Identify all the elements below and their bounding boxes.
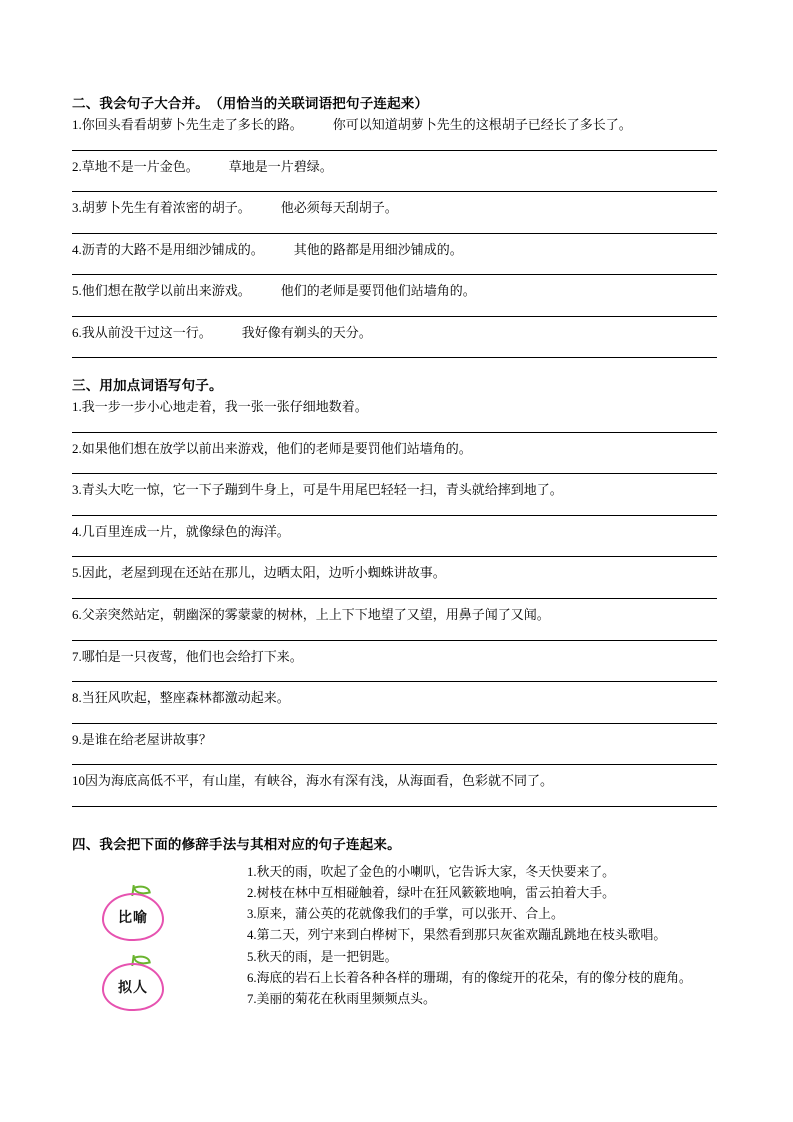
matching-sentence-list xyxy=(247,863,717,1011)
answer-line[interactable] xyxy=(72,556,717,557)
question-number: 7. xyxy=(72,648,82,664)
question-number: 1. xyxy=(72,117,82,132)
question-item xyxy=(72,731,717,751)
answer-line[interactable] xyxy=(72,191,717,192)
question-number: 6. xyxy=(72,324,82,340)
question-text: 我一步一步小心地走着，我一张一张仔细地数着。 xyxy=(81,399,368,415)
question-item xyxy=(72,282,717,302)
apple-metaphor[interactable] xyxy=(102,885,164,941)
answer-line[interactable] xyxy=(72,233,717,234)
answer-line[interactable] xyxy=(72,357,717,358)
item-number: 4. xyxy=(247,928,257,943)
question-item xyxy=(72,158,717,178)
question-number: 8. xyxy=(72,690,82,706)
question-text: 他们想在散学以前出来游戏。 xyxy=(81,283,251,299)
item-text: 原来，蒲公英的花就像我们的手掌，可以张开、合上。 xyxy=(256,907,564,922)
answer-line[interactable] xyxy=(72,806,717,807)
apple-personification[interactable] xyxy=(102,955,164,1011)
question-text-2: 其他的路都是用细沙铺成的。 xyxy=(293,241,463,257)
question-text: 几百里连成一片，就像绿色的海洋。 xyxy=(81,523,290,539)
answer-line[interactable] xyxy=(72,640,717,641)
question-number: 6. xyxy=(72,607,82,623)
question-text: 父亲突然站定，朝幽深的雾蒙蒙的树林，上上下下地望了又望，用鼻子闻了又闻。 xyxy=(81,607,550,623)
question-item xyxy=(72,564,717,584)
list-item[interactable] xyxy=(247,969,717,990)
section-four-title: 四、我会把下面的修辞手法与其相对应的句子连起来。 xyxy=(72,836,401,852)
question-item xyxy=(72,440,717,460)
answer-line[interactable] xyxy=(72,432,717,433)
list-item[interactable] xyxy=(247,948,717,969)
question-number: 10 xyxy=(72,773,85,789)
question-item xyxy=(72,772,717,792)
question-item xyxy=(72,481,717,501)
question-item xyxy=(72,689,717,709)
item-number: 1. xyxy=(247,864,257,879)
question-text: 我从前没干过这一行。 xyxy=(81,324,212,340)
answer-line[interactable] xyxy=(72,598,717,599)
item-number: 5. xyxy=(247,949,257,964)
item-number: 2. xyxy=(247,885,257,900)
question-item xyxy=(72,241,717,261)
section-two xyxy=(72,92,717,358)
item-text: 第二天，列宁来到白桦树下，果然看到那只灰雀欢蹦乱跳地在枝头歌唱。 xyxy=(256,928,667,943)
question-item xyxy=(72,523,717,543)
answer-line[interactable] xyxy=(72,316,717,317)
answer-line[interactable] xyxy=(72,274,717,275)
item-text: 美丽的菊花在秋雨里频频点头。 xyxy=(256,991,436,1006)
question-text: 草地不是一片金色。 xyxy=(81,158,199,174)
answer-line[interactable] xyxy=(72,723,717,724)
list-item[interactable] xyxy=(247,905,717,926)
question-item xyxy=(72,116,717,136)
question-text: 因为海底高低不平，有山崖，有峡谷，海水有深有浅，从海面看，色彩就不同了。 xyxy=(85,773,554,789)
item-text: 树枝在林中互相碰触着，绿叶在狂风簌簌地响，雷云拍着大手。 xyxy=(256,885,615,900)
answer-line[interactable] xyxy=(72,764,717,765)
question-number: 3. xyxy=(72,482,82,498)
question-number: 9. xyxy=(72,731,82,747)
question-number: 4. xyxy=(72,523,82,539)
question-text: 青头大吃一惊，它一下子蹦到牛身上，可是牛用尾巴轻轻一扫，青头就给摔到地了。 xyxy=(81,482,563,498)
question-number: 1. xyxy=(72,399,82,415)
question-text-2: 我好像有剃头的天分。 xyxy=(241,324,372,340)
section-three-title: 三、用加点词语写句子。 xyxy=(72,378,223,394)
apple-label: 拟人 xyxy=(118,980,148,996)
list-item[interactable] xyxy=(247,884,717,905)
answer-line[interactable] xyxy=(72,473,717,474)
question-number: 2. xyxy=(72,158,82,174)
question-text-2: 他们的老师是要罚他们站墙角的。 xyxy=(280,283,476,299)
list-item[interactable] xyxy=(247,863,717,884)
question-text: 如果他们想在放学以前出来游戏，他们的老师是要罚他们站墙角的。 xyxy=(81,440,472,456)
question-item xyxy=(72,648,717,668)
matching-exercise xyxy=(72,863,717,1025)
list-item[interactable] xyxy=(247,990,717,1011)
question-number: 4. xyxy=(72,241,82,257)
section-two-title: 二、我会句子大合并。 xyxy=(72,96,209,111)
question-text-2: 草地是一片碧绿。 xyxy=(228,158,333,174)
list-item[interactable] xyxy=(247,926,717,947)
item-number: 7. xyxy=(247,991,257,1006)
answer-line[interactable] xyxy=(72,150,717,151)
section-four xyxy=(72,833,717,1025)
question-number: 2. xyxy=(72,440,82,456)
answer-line[interactable] xyxy=(72,515,717,516)
rhetoric-apple-group xyxy=(72,863,247,1025)
question-text: 哪怕是一只夜莺，他们也会给打下来。 xyxy=(81,648,303,664)
apple-label: 比喻 xyxy=(118,910,148,926)
item-text: 秋天的雨，是一把钥匙。 xyxy=(256,949,398,964)
question-number: 5. xyxy=(72,283,82,299)
section-two-hint: （用恰当的关联词语把句子连起来） xyxy=(209,96,429,111)
worksheet-content xyxy=(72,92,717,1025)
question-text: 当狂风吹起，整座森林都激动起来。 xyxy=(81,690,290,706)
section-two-heading xyxy=(72,92,717,116)
question-text: 是谁在给老屋讲故事？ xyxy=(81,731,212,747)
question-item xyxy=(72,199,717,219)
question-number: 3. xyxy=(72,200,82,216)
question-item xyxy=(72,324,717,344)
question-text: 因此，老屋到现在还站在那儿，边晒太阳，边听小蜘蛛讲故事。 xyxy=(81,565,446,581)
question-number: 5. xyxy=(72,565,82,581)
section-three xyxy=(72,374,717,806)
question-item xyxy=(72,606,717,626)
item-text: 海底的岩石上长着各种各样的珊瑚，有的像绽开的花朵，有的像分枝的鹿角。 xyxy=(256,970,692,985)
question-text: 胡萝卜先生有着浓密的胡子。 xyxy=(81,200,251,216)
item-number: 6. xyxy=(247,970,257,985)
item-number: 3. xyxy=(247,907,257,922)
item-text: 秋天的雨，吹起了金色的小喇叭，它告诉大家，冬天快要来了。 xyxy=(256,864,615,879)
question-text-2: 他必须每天刮胡子。 xyxy=(280,200,398,216)
question-text-2: 你可以知道胡萝卜先生的这根胡子已经长了多长了。 xyxy=(332,117,632,132)
answer-line[interactable] xyxy=(72,681,717,682)
question-text: 你回头看看胡萝卜先生走了多长的路。 xyxy=(81,117,303,132)
question-text: 沥青的大路不是用细沙铺成的。 xyxy=(81,241,264,257)
question-item xyxy=(72,398,717,418)
